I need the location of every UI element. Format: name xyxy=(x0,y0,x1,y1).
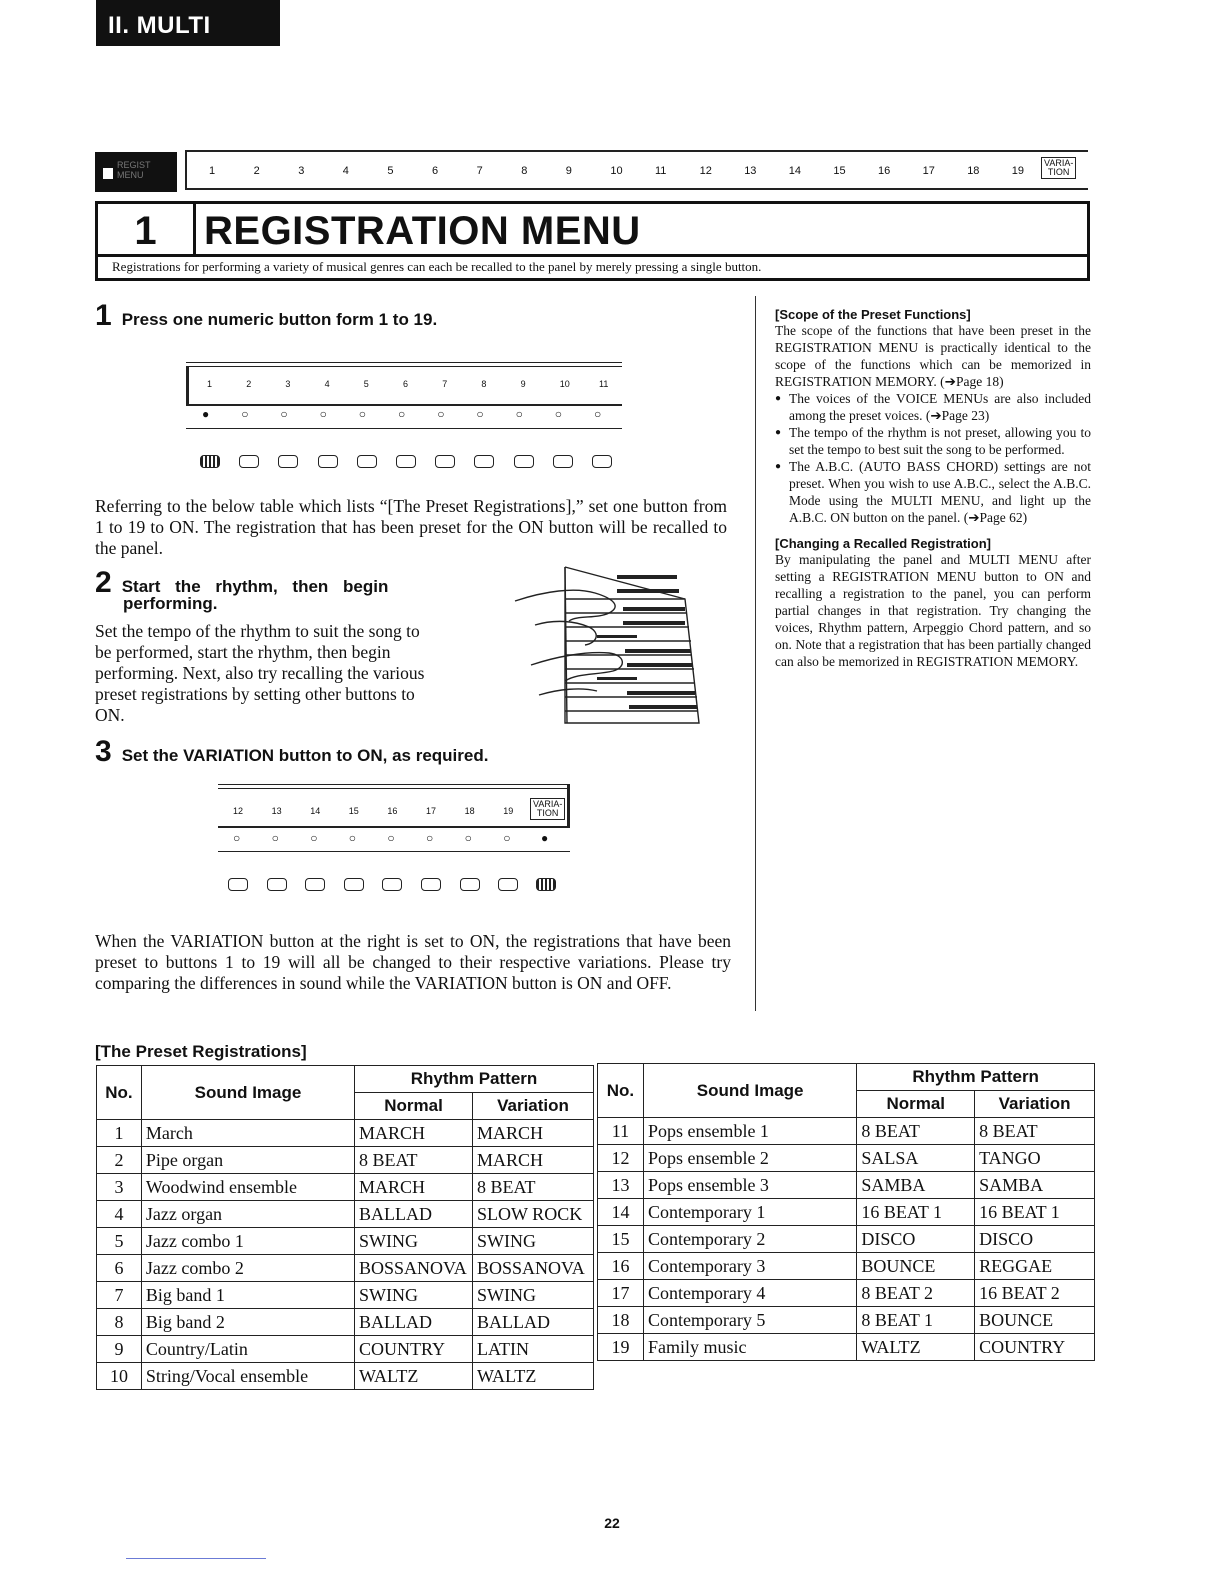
cell-normal: WALTZ xyxy=(355,1363,473,1390)
table-row xyxy=(598,1145,1095,1172)
lamp-off-icon: ○ xyxy=(515,407,523,421)
cell-no: 9 xyxy=(97,1336,142,1363)
table-row xyxy=(598,1280,1095,1307)
step-3-heading xyxy=(95,737,488,767)
cell-variation: SWING xyxy=(473,1228,594,1255)
strip-number: 19 xyxy=(1011,165,1025,177)
panel-button-icon xyxy=(357,455,377,468)
table-row xyxy=(97,1336,594,1363)
cell-sound-image: Contemporary 5 xyxy=(643,1307,856,1334)
table-row xyxy=(97,1309,594,1336)
panel-number: 8 xyxy=(481,379,487,389)
scope-bullet: ● The tempo of the rhythm is not preset, allowing you to set the tempo to best suit the song to be performed. xyxy=(775,424,1091,458)
cell-sound-image: Woodwind ensemble xyxy=(141,1174,354,1201)
panel-number: 10 xyxy=(559,379,570,389)
footer-rule xyxy=(126,1558,266,1559)
variation-label-line1: VARIA- xyxy=(533,799,563,809)
strip-number: 13 xyxy=(744,165,757,177)
strip-number: 8 xyxy=(521,165,528,177)
cell-variation: SLOW ROCK xyxy=(473,1201,594,1228)
strip-number: 9 xyxy=(565,165,572,177)
cell-variation: SWING xyxy=(473,1282,594,1309)
header-sound-image: Sound Image xyxy=(643,1064,856,1118)
scope-bullet: ● The voices of the VOICE MENUs are also included among the preset voices. (➔Page 23) xyxy=(775,390,1091,424)
strip-number: 18 xyxy=(967,165,980,177)
step-2-heading xyxy=(95,568,440,614)
cell-variation: 8 BEAT xyxy=(473,1174,594,1201)
step-3-number: 3 xyxy=(95,735,112,768)
panel-number: 14 xyxy=(310,806,321,816)
strip-number: 11 xyxy=(655,165,667,177)
cell-normal: COUNTRY xyxy=(355,1336,473,1363)
step-2-title-line2: performing. xyxy=(123,594,218,613)
step-1-number: 1 xyxy=(95,299,112,332)
cell-normal: BALLAD xyxy=(355,1201,473,1228)
panel-number: 17 xyxy=(426,806,437,816)
table-row xyxy=(598,1199,1095,1226)
cell-normal: SAMBA xyxy=(857,1172,975,1199)
step-2-title-line1: Start the rhythm, then begin xyxy=(121,577,389,596)
cell-normal: 8 BEAT xyxy=(857,1118,975,1145)
step-1-heading xyxy=(95,301,437,331)
panel-number: 6 xyxy=(403,379,409,389)
cell-no: 7 xyxy=(97,1282,142,1309)
change-heading: [Changing a Recalled Registration] xyxy=(775,536,991,551)
logo-mark-icon xyxy=(103,168,113,179)
diagram-buttons-1-11 xyxy=(186,362,622,480)
lamp-off-icon: ○ xyxy=(241,407,249,421)
step-3-body: When the VARIATION button at the right is set to ON, the registrations that have been preset to buttons 1 to 19 will all be changed to their respective variations. Please try comparing the differences in sound while the VARIATION button is ON and OFF. xyxy=(95,931,731,993)
intro-text: Registrations for performing a variety of musical genres can each be recalled to the panel by merely pressing a single button. xyxy=(95,256,1090,281)
cell-no: 5 xyxy=(97,1228,142,1255)
cell-no: 16 xyxy=(598,1253,644,1280)
cell-no: 11 xyxy=(598,1118,644,1145)
cell-normal: 8 BEAT xyxy=(355,1147,473,1174)
panel-number: 7 xyxy=(442,379,448,389)
keyboard-hands-illustration xyxy=(505,563,705,727)
cell-variation: MARCH xyxy=(473,1120,594,1147)
panel-button-icon xyxy=(239,455,259,468)
strip-number: 1 xyxy=(209,165,216,177)
strip-number: 3 xyxy=(298,165,305,177)
header-rhythm-pattern: Rhythm Pattern xyxy=(355,1066,594,1093)
diagram-buttons-12-variation xyxy=(218,784,570,894)
panel-button-icon xyxy=(278,455,298,468)
panel-button-icon xyxy=(305,878,325,891)
cell-sound-image: Contemporary 2 xyxy=(643,1226,856,1253)
panel-button-icon xyxy=(514,455,534,468)
cell-variation: MARCH xyxy=(473,1147,594,1174)
cell-no: 13 xyxy=(598,1172,644,1199)
strip-number: 2 xyxy=(253,165,260,177)
lamp-off-icon: ○ xyxy=(437,407,445,421)
lamp-off-icon: ○ xyxy=(387,831,395,845)
page-number: 22 xyxy=(604,1515,620,1531)
lamp-off-icon: ○ xyxy=(310,831,318,845)
lamp-on-icon: ● xyxy=(202,407,210,421)
cell-variation: SAMBA xyxy=(975,1172,1095,1199)
cell-normal: 8 BEAT 2 xyxy=(857,1280,975,1307)
header-normal: Normal xyxy=(355,1093,473,1120)
sidebar-notes xyxy=(775,307,1091,670)
logo-text: REGIST MENU xyxy=(117,160,151,180)
cell-no: 2 xyxy=(97,1147,142,1174)
cell-normal: BALLAD xyxy=(355,1309,473,1336)
cell-variation: 16 BEAT 2 xyxy=(975,1280,1095,1307)
panel-button-icon xyxy=(460,878,480,891)
cell-no: 19 xyxy=(598,1334,644,1361)
preset-table-right xyxy=(597,1063,1095,1361)
header-variation: Variation xyxy=(975,1091,1095,1118)
cell-sound-image: Country/Latin xyxy=(141,1336,354,1363)
panel-number: 5 xyxy=(363,379,369,389)
lamp-off-icon: ○ xyxy=(476,407,484,421)
panel-button-icon xyxy=(553,455,573,468)
table-caption: [The Preset Registrations] xyxy=(95,1042,307,1061)
table-row xyxy=(97,1147,594,1174)
cell-normal: MARCH xyxy=(355,1174,473,1201)
panel-number: 4 xyxy=(324,379,330,389)
table-row xyxy=(97,1201,594,1228)
panel-button-icon xyxy=(344,878,364,891)
table-row xyxy=(97,1363,594,1390)
variation-label-line1: VARIA- xyxy=(1044,158,1074,168)
lamp-off-icon: ○ xyxy=(348,831,357,845)
cell-normal: SALSA xyxy=(857,1145,975,1172)
strip-number: 5 xyxy=(387,165,394,177)
panel-button-icon xyxy=(421,878,441,891)
lamp-off-icon: ○ xyxy=(426,831,434,845)
cell-variation: 16 BEAT 1 xyxy=(975,1199,1095,1226)
cell-normal: BOUNCE xyxy=(857,1253,975,1280)
panel-number: 12 xyxy=(233,806,244,816)
table-row xyxy=(598,1334,1095,1361)
panel-number: 3 xyxy=(285,379,291,389)
section-tab: II. MULTI MENU xyxy=(96,0,280,46)
cell-no: 12 xyxy=(598,1145,644,1172)
panel-number: 2 xyxy=(246,379,252,389)
panel-number: 11 xyxy=(599,379,609,389)
page-title: REGISTRATION MENU xyxy=(204,209,641,253)
panel-button-icon xyxy=(318,455,338,468)
strip-number: 16 xyxy=(878,165,891,177)
cell-normal: 8 BEAT 1 xyxy=(857,1307,975,1334)
panel-number: 9 xyxy=(520,379,526,389)
header-no: No. xyxy=(97,1066,142,1120)
variation-label xyxy=(1041,157,1076,179)
cell-no: 3 xyxy=(97,1174,142,1201)
table-row xyxy=(97,1174,594,1201)
variation-button-icon xyxy=(536,878,556,891)
header-variation: Variation xyxy=(473,1093,594,1120)
change-text: By manipulating the panel and MULTI MENU after setting a REGISTRATION MENU button to ON and recalling a registration to the panel, you can perform partial changes in that registration. Try changing the voices, Rhythm pattern, Arpeggio Chord pattern, and so on. Note that a registration that has been partially changed can also be memorized in REGISTRATION MEMORY. xyxy=(775,552,1091,669)
cell-sound-image: Pops ensemble 2 xyxy=(643,1145,856,1172)
step-2-body: Set the tempo of the rhythm to suit the song to be performed, start the rhythm, then begin performing. Next, also try recalling the various preset registrations by setting other buttons to ON. xyxy=(95,621,425,725)
strip-number: 7 xyxy=(476,165,483,177)
table-row xyxy=(598,1253,1095,1280)
table-row xyxy=(598,1172,1095,1199)
cell-normal: MARCH xyxy=(355,1120,473,1147)
cell-variation: BOUNCE xyxy=(975,1307,1095,1334)
step-2-number: 2 xyxy=(95,566,112,599)
column-divider xyxy=(755,296,756,1011)
cell-sound-image: Jazz organ xyxy=(141,1201,354,1228)
strip-number: 15 xyxy=(833,165,846,177)
cell-normal: SWING xyxy=(355,1228,473,1255)
scope-text: The scope of the functions that have been preset in the REGISTRATION MENU is practically identical to the scope of the functions which can be memorized in REGISTRATION MEMORY. (➔Page 18) xyxy=(775,323,1091,389)
panel-number: 15 xyxy=(348,806,359,816)
panel-number: 19 xyxy=(503,806,514,816)
header-sound-image: Sound Image xyxy=(141,1066,354,1120)
cell-normal: DISCO xyxy=(857,1226,975,1253)
lamp-off-icon: ○ xyxy=(503,831,511,845)
header-normal: Normal xyxy=(857,1091,975,1118)
header-rhythm-pattern: Rhythm Pattern xyxy=(857,1064,1095,1091)
step-3-title: Set the VARIATION button to ON, as required. xyxy=(121,746,489,765)
panel-number: 16 xyxy=(387,806,398,816)
cell-sound-image: String/Vocal ensemble xyxy=(141,1363,354,1390)
panel-button-icon xyxy=(200,455,220,468)
panel-button-icon xyxy=(592,455,612,468)
cell-sound-image: Jazz combo 2 xyxy=(141,1255,354,1282)
cell-sound-image: Jazz combo 1 xyxy=(141,1228,354,1255)
panel-button-icon xyxy=(382,878,402,891)
cell-variation: BOSSANOVA xyxy=(473,1255,594,1282)
strip-number: 12 xyxy=(699,165,712,177)
table-row xyxy=(598,1226,1095,1253)
cell-sound-image: Pops ensemble 3 xyxy=(643,1172,856,1199)
cell-variation: LATIN xyxy=(473,1336,594,1363)
lamp-off-icon: ○ xyxy=(554,407,563,421)
strip-number: 6 xyxy=(432,165,439,177)
strip-number: 10 xyxy=(610,165,623,177)
lamp-off-icon: ○ xyxy=(319,407,327,421)
lamp-off-icon: ○ xyxy=(594,407,602,421)
number-strip xyxy=(185,150,1088,190)
cell-variation: 8 BEAT xyxy=(975,1118,1095,1145)
cell-normal: WALTZ xyxy=(857,1334,975,1361)
cell-no: 15 xyxy=(598,1226,644,1253)
cell-normal: SWING xyxy=(355,1282,473,1309)
cell-no: 6 xyxy=(97,1255,142,1282)
lamp-off-icon: ○ xyxy=(233,831,241,845)
cell-no: 1 xyxy=(97,1120,142,1147)
strip-number: 4 xyxy=(342,165,349,177)
cell-sound-image: Contemporary 3 xyxy=(643,1253,856,1280)
panel-number: 18 xyxy=(464,806,475,816)
cell-no: 18 xyxy=(598,1307,644,1334)
cell-variation: REGGAE xyxy=(975,1253,1095,1280)
preset-table-left xyxy=(96,1065,594,1390)
table-row xyxy=(97,1228,594,1255)
cell-variation: BALLAD xyxy=(473,1309,594,1336)
panel-button-icon xyxy=(474,455,494,468)
variation-label-line2: TION xyxy=(536,808,559,818)
scope-bullet: ● The A.B.C. (AUTO BASS CHORD) settings are not preset. When you wish to use A.B.C., select the A.B.C. Mode using the MULTI MENU, and light up the A.B.C. ON button on the panel. (➔Page 62) xyxy=(775,458,1091,526)
variation-label xyxy=(530,798,565,820)
table-row xyxy=(598,1118,1095,1145)
cell-sound-image: Pipe organ xyxy=(141,1147,354,1174)
cell-sound-image: Contemporary 1 xyxy=(643,1199,856,1226)
cell-sound-image: March xyxy=(141,1120,354,1147)
table-row xyxy=(97,1120,594,1147)
lamp-off-icon: ○ xyxy=(358,407,367,421)
strip-number: 14 xyxy=(788,165,802,177)
panel-button-icon xyxy=(498,878,518,891)
scope-heading: [Scope of the Preset Functions] xyxy=(775,307,971,322)
cell-no: 14 xyxy=(598,1199,644,1226)
variation-label-line2: TION xyxy=(1047,167,1070,177)
cell-sound-image: Contemporary 4 xyxy=(643,1280,856,1307)
panel-number: 13 xyxy=(271,806,282,816)
cell-no: 17 xyxy=(598,1280,644,1307)
panel-button-icon xyxy=(435,455,455,468)
cell-no: 8 xyxy=(97,1309,142,1336)
table-row xyxy=(97,1282,594,1309)
cell-normal: 16 BEAT 1 xyxy=(857,1199,975,1226)
panel-button-icon xyxy=(396,455,416,468)
panel-button-icon xyxy=(228,878,248,891)
lamp-off-icon: ○ xyxy=(271,831,279,845)
strip-number: 17 xyxy=(922,165,935,177)
cell-no: 10 xyxy=(97,1363,142,1390)
cell-variation: TANGO xyxy=(975,1145,1095,1172)
cell-sound-image: Big band 2 xyxy=(141,1309,354,1336)
cell-sound-image: Family music xyxy=(643,1334,856,1361)
cell-normal: BOSSANOVA xyxy=(355,1255,473,1282)
lamp-off-icon: ○ xyxy=(464,831,472,845)
cell-sound-image: Big band 1 xyxy=(141,1282,354,1309)
cell-sound-image: Pops ensemble 1 xyxy=(643,1118,856,1145)
cell-variation: DISCO xyxy=(975,1226,1095,1253)
header-no: No. xyxy=(598,1064,644,1118)
step-1-title: Press one numeric button form 1 to 19. xyxy=(121,310,438,329)
cell-variation: COUNTRY xyxy=(975,1334,1095,1361)
step-1-body: Referring to the below table which lists “[The Preset Registrations],” set one button from 1 to 19 to ON. The registration that has been preset for the ON button will be recalled to the panel. xyxy=(95,496,727,558)
panel-number: 1 xyxy=(207,379,213,389)
table-row xyxy=(598,1307,1095,1334)
title-number: 1 xyxy=(98,204,196,254)
lamp-on-icon: ● xyxy=(541,831,549,845)
panel-button-icon xyxy=(267,878,287,891)
cell-variation: WALTZ xyxy=(473,1363,594,1390)
table-row xyxy=(97,1255,594,1282)
lamp-off-icon: ○ xyxy=(280,407,288,421)
lamp-off-icon: ○ xyxy=(398,407,406,421)
registration-menu-logo xyxy=(95,152,177,192)
title-box xyxy=(95,201,1090,257)
cell-no: 4 xyxy=(97,1201,142,1228)
